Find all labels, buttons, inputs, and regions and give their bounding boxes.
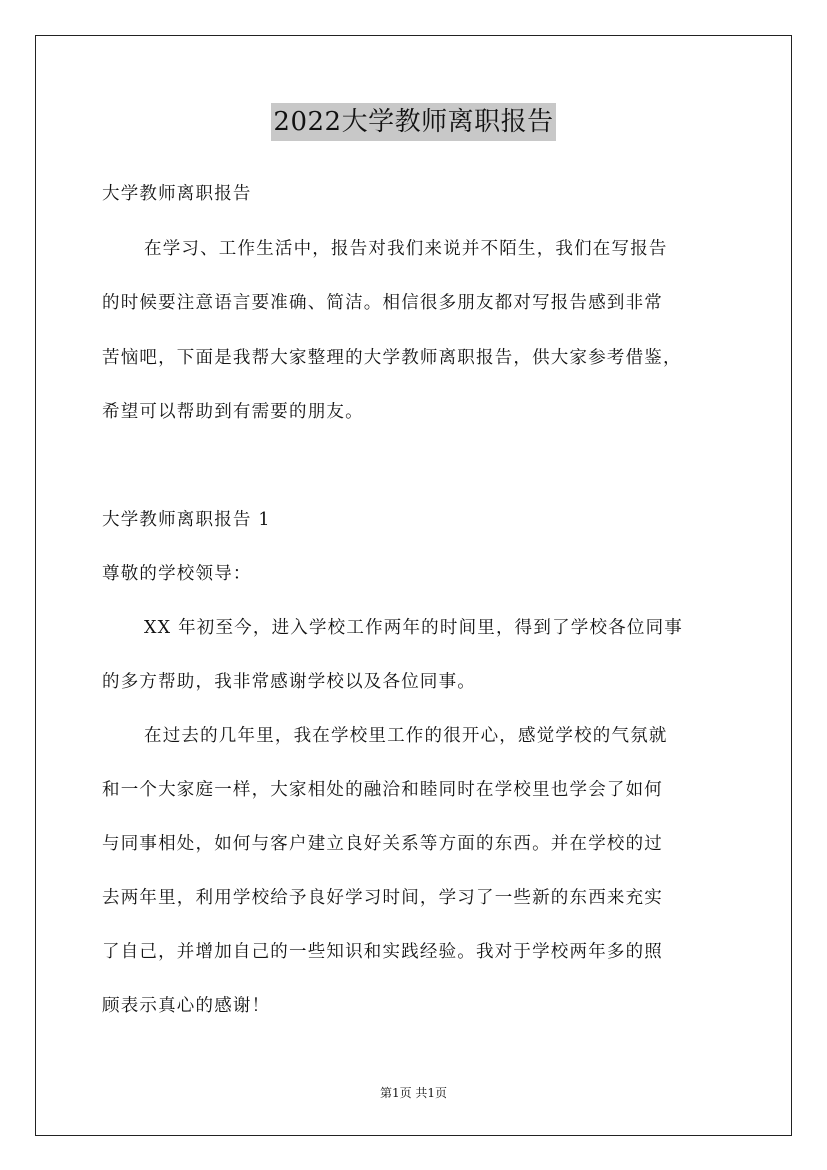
paragraph-line: 了自己，并增加自己的一些知识和实践经验。我对于学校两年多的照 — [102, 942, 663, 962]
paragraph-line: 顾表示真心的感谢！ — [102, 996, 271, 1016]
paragraph-line: 去两年里，利用学校给予良好学习时间，学习了一些新的东西来充实 — [102, 888, 663, 908]
salutation: 尊敬的学校领导： — [102, 564, 252, 584]
page-footer: 第1页 共1页 — [379, 1086, 448, 1100]
intro-line: 的时候要注意语言要准确、简洁。相信很多朋友都对写报告感到非常 — [102, 293, 663, 313]
document-title-wrap — [0, 103, 827, 141]
paragraph-line: 的多方帮助，我非常感谢学校以及各位同事。 — [102, 672, 476, 692]
section-heading: 大学教师离职报告 1 — [102, 510, 271, 530]
intro-line: 在学习、工作生活中，报告对我们来说并不陌生，我们在写报告 — [144, 239, 668, 259]
paragraph-line: 和一个大家庭一样，大家相处的融洽和睦同时在学校里也学会了如何 — [102, 780, 663, 800]
document-title: 2022大学教师离职报告 — [271, 103, 555, 141]
paragraph-line: XX 年初至今，进入学校工作两年的时间里，得到了学校各位同事 — [144, 618, 683, 638]
paragraph-line: 与同事相处，如何与客户建立良好关系等方面的东西。并在学校的过 — [102, 834, 663, 854]
paragraph-line: 在过去的几年里，我在学校里工作的很开心，感觉学校的气氛就 — [144, 726, 668, 746]
subtitle: 大学教师离职报告 — [102, 184, 252, 204]
intro-line: 苦恼吧，下面是我帮大家整理的大学教师离职报告，供大家参考借鉴， — [102, 348, 682, 368]
intro-line: 希望可以帮助到有需要的朋友。 — [102, 402, 364, 422]
